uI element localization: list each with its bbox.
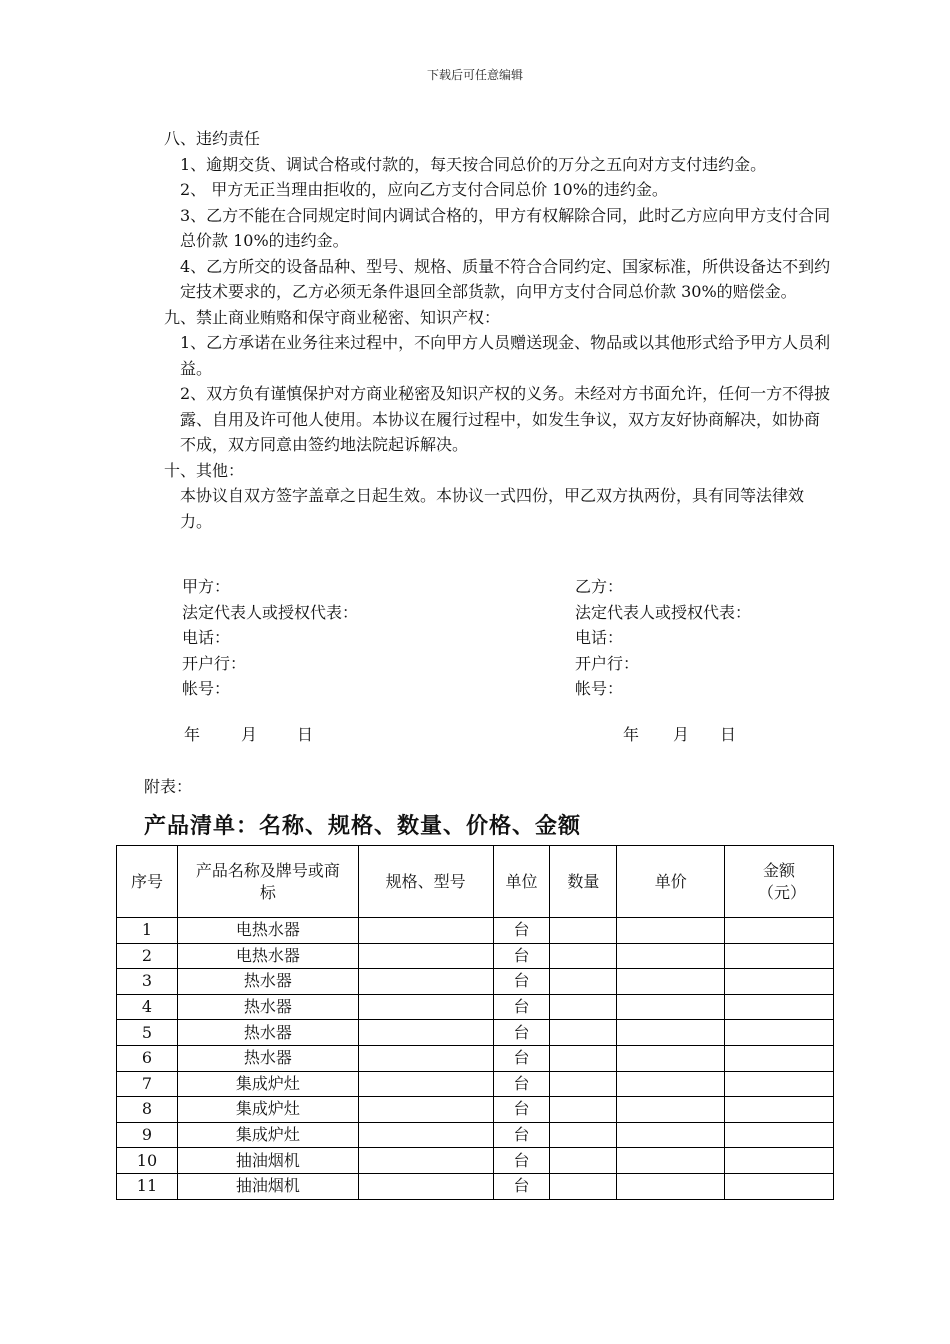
date-day: 日 [720,725,737,744]
table-cell [550,918,617,944]
party-a-line: 甲方： [182,577,231,596]
party-b-line: 电话： [575,628,624,647]
date-party-b [623,722,736,745]
table-cell: 7 [117,1071,178,1097]
table-cell: 集成炉灶 [177,1097,358,1123]
table-cell: 11 [117,1173,178,1199]
table-cell [358,1071,493,1097]
table-cell [617,1148,725,1174]
table-row [117,994,834,1020]
table-cell: 台 [493,1122,550,1148]
column-header: 序号 [117,846,178,918]
table-header-row [117,846,834,918]
table-cell: 抽油烟机 [177,1148,358,1174]
column-header: 数量 [550,846,617,918]
table-cell [725,918,834,944]
table-cell: 抽油烟机 [177,1173,358,1199]
table-cell: 台 [493,1045,550,1071]
table-cell [550,1148,617,1174]
table-cell: 台 [493,1020,550,1046]
table-cell: 热水器 [177,1020,358,1046]
table-cell: 电热水器 [177,918,358,944]
table-cell [617,943,725,969]
party-a-line: 电话： [182,628,231,647]
table-cell [358,1173,493,1199]
column-header: 产品名称及牌号或商标 [177,846,358,918]
table-cell [358,1045,493,1071]
table-cell [550,1122,617,1148]
party-a-line: 开户行： [182,653,247,673]
table-row [117,1020,834,1046]
table-cell [725,969,834,995]
table-cell [617,1045,725,1071]
table-cell: 2 [117,943,178,969]
clause-paragraph: 2、 甲方无正当理由拒收的，应向乙方支付合同总价 10%的违约金。 [180,180,668,199]
table-cell [617,1071,725,1097]
table-row [117,1173,834,1199]
table-cell: 9 [117,1122,178,1148]
date-month: 月 [673,725,690,744]
clause-paragraph: 本协议自双方签字盖章之日起生效。本协议一式四份，甲乙双方执两份，具有同等法律效力。 [180,486,805,531]
table-cell [550,943,617,969]
table-row [117,1097,834,1123]
table-row [117,969,834,995]
column-header: 单价 [617,846,725,918]
table-cell: 台 [493,918,550,944]
table-cell: 台 [493,994,550,1020]
clause-paragraph: 2、双方负有谨慎保护对方商业秘密及知识产权的义务。未经对方书面允许，任何一方不得披露、自用及许可他人使用。本协议在履行过程中，如发生争议，双方友好协商解决，如协商不成，双方同意由签约地法院起诉解决。 [180,384,831,454]
table-cell [550,969,617,995]
table-cell [617,918,725,944]
table-cell [550,1071,617,1097]
date-year: 年 [623,725,640,744]
table-cell [725,1097,834,1123]
table-cell: 集成炉灶 [177,1122,358,1148]
table-cell [725,1020,834,1046]
clause-paragraph: 4、乙方所交的设备品种、型号、规格、质量不符合合同约定、国家标准，所供设备达不到约定技术要求的，乙方必须无条件退回全部货款，向甲方支付合同总价款 30%的赔偿金。 [180,256,831,301]
table-cell: 8 [117,1097,178,1123]
section-heading: 十、其他： [164,460,245,480]
table-cell: 台 [493,1097,550,1123]
table-cell: 台 [493,1148,550,1174]
product-table [116,845,834,1200]
party-b-line: 乙方： [575,577,624,596]
table-cell [725,1122,834,1148]
table-cell [617,1097,725,1123]
column-header: 规格、型号 [358,846,493,918]
party-b-line: 法定代表人或授权代表： [575,602,752,622]
table-cell [725,1173,834,1199]
table-cell: 6 [117,1045,178,1071]
column-header: 单位 [493,846,550,918]
product-list-title: 产品清单：名称、规格、数量、价格、金额 [144,814,582,839]
table-cell [550,1045,617,1071]
table-cell: 集成炉灶 [177,1071,358,1097]
table-cell: 台 [493,943,550,969]
contract-body [144,126,834,534]
clause-paragraph: 3、乙方不能在合同规定时间内调试合格的，甲方有权解除合同，此时乙方应向甲方支付合同总价款 10%的违约金。 [180,205,831,250]
table-row [117,1045,834,1071]
party-b-column [575,574,751,702]
table-cell [617,1122,725,1148]
table-cell [550,994,617,1020]
party-a-column [182,574,358,702]
table-cell: 10 [117,1148,178,1174]
table-cell: 台 [493,1173,550,1199]
table-cell [358,943,493,969]
date-year: 年 [184,725,201,744]
date-month: 月 [241,725,258,744]
table-cell [725,1148,834,1174]
party-a-line: 法定代表人或授权代表： [182,602,359,622]
clause-paragraph: 1、乙方承诺在业务往来过程中，不向甲方人员赠送现金、物品或以其他形式给予甲方人员利益。 [180,333,831,378]
party-b-line: 开户行： [575,653,640,673]
table-row [117,918,834,944]
table-cell [617,1020,725,1046]
table-cell [725,994,834,1020]
table-row [117,943,834,969]
section-heading: 八、违约责任 [164,129,261,148]
table-cell [550,1097,617,1123]
appendix-label: 附表： [144,777,193,796]
table-row [117,1148,834,1174]
table-cell [358,1148,493,1174]
table-cell [725,943,834,969]
table-row [117,1071,834,1097]
date-day: 日 [297,725,314,744]
table-cell: 电热水器 [177,943,358,969]
section-heading: 九、禁止商业贿赂和保守商业秘密、知识产权： [164,307,501,327]
table-cell: 4 [117,994,178,1020]
clause-paragraph: 1、逾期交货、调试合格或付款的，每天按合同总价的万分之五向对方支付违约金。 [180,154,767,174]
column-header: 金额（元） [725,846,834,918]
table-cell [617,969,725,995]
table-cell [358,918,493,944]
table-cell [550,1020,617,1046]
table-cell [550,1173,617,1199]
table-cell: 热水器 [177,994,358,1020]
page-header-note: 下载后可任意编辑 [426,68,523,82]
table-cell [617,1173,725,1199]
table-cell: 热水器 [177,1045,358,1071]
table-cell: 5 [117,1020,178,1046]
table-cell: 台 [493,1071,550,1097]
table-cell [358,994,493,1020]
table-cell [725,1045,834,1071]
date-party-a [184,722,313,745]
table-cell: 台 [493,969,550,995]
table-cell [358,969,493,995]
table-cell [358,1122,493,1148]
party-a-line: 帐号： [182,679,231,698]
table-row [117,1122,834,1148]
table-cell: 3 [117,969,178,995]
table-cell: 热水器 [177,969,358,995]
table-cell [725,1071,834,1097]
table-cell [358,1097,493,1123]
table-cell [358,1020,493,1046]
table-cell: 1 [117,918,178,944]
table-cell [617,994,725,1020]
party-b-line: 帐号： [575,679,624,698]
table-body [117,918,834,1200]
